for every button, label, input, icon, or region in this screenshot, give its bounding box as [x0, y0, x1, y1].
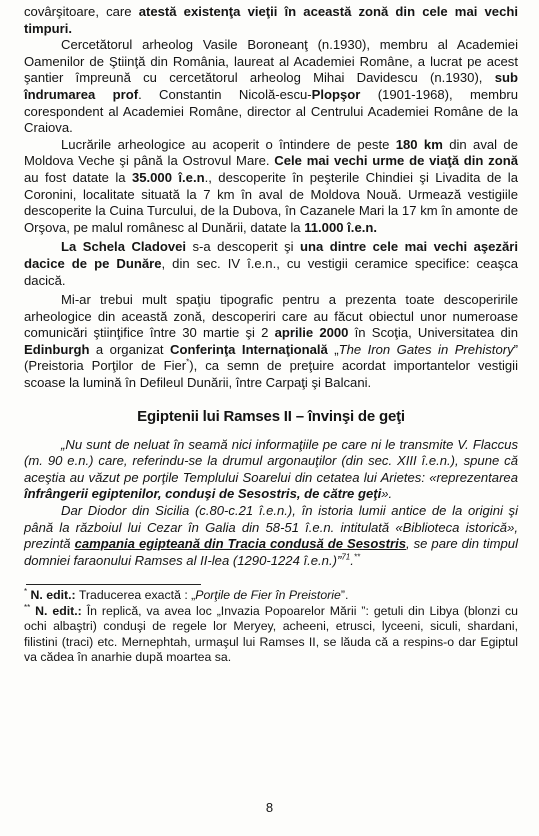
footnote-marker: **	[353, 552, 361, 562]
text-run: Cercetătorul arheolog Vasile Boroneanţ (n.1930), membru al Academiei Oamenilor de Ştiinţă din România, laureat al Academiei Române, a lucrat pe acest şantier împreună cu cercetătorul arheolog Mihai Davidescu (n.1930),	[24, 37, 518, 86]
bold-underlined-text: campania egipteană din Tracia condusă de Sesostris	[74, 536, 406, 552]
italic-text: Porţile de Fier în Preistorie	[195, 588, 341, 603]
text-run: s-a descoperit şi	[186, 239, 301, 255]
section-heading: Egiptenii lui Ramses II – învinşi de geţi	[137, 407, 405, 425]
text-run: covârşitoare, care	[24, 4, 139, 19]
bold-text: atestă existenţa vieţii în această zonă din cele mai vechi timpuri.	[24, 4, 518, 36]
bold-text: N. edit.:	[27, 588, 76, 603]
paragraph	[24, 239, 518, 289]
text-run: au fost datate la	[24, 169, 132, 185]
text-run: , din sec. IV î.e.n., cu vestigii ceramice specifice: ceaşca dacică.	[24, 255, 518, 288]
footnote	[24, 588, 518, 603]
footnotes	[24, 588, 518, 665]
footnote-marker: 71	[341, 552, 351, 562]
footnote-divider	[26, 584, 201, 585]
bold-text: aprilie 2000	[274, 325, 349, 341]
text-run: ”.	[340, 588, 349, 603]
body-text	[24, 4, 518, 392]
paragraph	[24, 37, 518, 137]
paragraph	[24, 137, 518, 237]
bold-text: Conferinţa Internaţională	[170, 341, 328, 357]
paragraph	[24, 292, 518, 392]
text-run: ».	[381, 486, 393, 502]
text-run: Traducerea exactă : „	[75, 588, 196, 603]
text-run: „	[327, 341, 339, 357]
text-run: Dar Diodor din Sicilia (c.80-c.21 î.e.n.), în istoria lumii antice de la origini şi până la războiul lui Cezar în Galia din 58-51 î.e.n. intitulată «Biblioteca istorică», prezintă	[24, 503, 518, 552]
text-run: , se pare din timpul domniei faraonului Ramses al II-lea (1290-1224 î.e.n.)”	[24, 536, 518, 568]
text-run: .	[350, 552, 354, 568]
page-number: 8	[265, 800, 274, 815]
bold-text: N. edit.:	[30, 603, 82, 618]
text-run: În replică, va avea loc „Invazia Popoarelor Mării ”: getuli din Libya (blonzi cu ochi albaştri) conduşi de regele lor Meryey, acheeni, etrusci, lyceeni, siculi, shardani, filistini (traci) etc. Mernephtah, urmaşul lui Ramses II, se lăuda că a respins-o dar Egiptul va cădea în anarhie după moartea sa.	[24, 603, 518, 665]
bold-text: Plopşor	[311, 86, 361, 102]
bold-text: Cele mai vechi urme de viaţă din zonă	[274, 153, 518, 169]
quote-paragraph	[24, 437, 518, 503]
text-run: . Constantin Nicolă-escu-	[138, 86, 312, 102]
bold-text: una dintre cele mai vechi aşezări dacice de pe Dunăre	[24, 239, 518, 271]
quote-paragraph	[24, 503, 518, 569]
text-run: Lucrările arheologice au acoperit o întindere de peste	[61, 136, 396, 152]
page	[24, 4, 518, 665]
text-run: a organizat	[89, 341, 170, 357]
text-run: „Nu sunt de neluat în seamă nici informaţiile pe care ni le transmite V. Flaccus (m. 90 e.n.) care, referindu-se la drumul argonauţilor (din sec. XIII î.e.n.), spune că aceştia au văzut pe porţile Templului Soarelui din cetatea lui Arietes: «reprezentarea	[24, 436, 518, 485]
footnote-marker: **	[24, 602, 31, 612]
footnote-marker: *	[24, 587, 28, 597]
text-run: (1901-1968), membru corespondent al Academiei Române, director al Centrului Academiei Române de la Craiova.	[24, 86, 518, 136]
bold-text: La Schela Cladovei	[61, 239, 187, 255]
text-run: Mi-ar trebui mult spaţiu tipografic pentru a prezenta toate descoperirile arheologice din această zonă, descoperiri care au făcut obiectul unor numeroase comunicări ştiinţifice între 30 martie şi 2	[24, 292, 518, 341]
text-run: ., descoperite în peşterile Chindiei şi Livadita de la Coronini, localitate situată la 7 km în aval de Moldova Nouă. Urmează vestigiile descoperite la Cuina Turcului, de la Dubova, în Cazanele Mari la 17 km în amonte de Orşova, pe malul românesc al Dunării, datate la	[24, 169, 518, 235]
text-run: din aval de Moldova Veche şi până la Ostrovul Mare.	[24, 136, 518, 169]
bold-text: 35.000 î.e.n	[131, 169, 205, 185]
bold-text: 180 km	[395, 136, 443, 152]
bold-text: sub îndrumarea prof	[24, 70, 518, 102]
footnote	[24, 604, 518, 666]
text-run: în Scoţia, Universitatea din	[348, 325, 518, 341]
text-run: ), ca semn de preţuire acordat importantelor vestigii scoase la lumină în Defileul Dunării, între Carpaţi şi Balcani.	[24, 358, 518, 391]
bold-text: înfrângerii egiptenilor, conduşi de Sesostris, de către geţi	[24, 486, 382, 502]
bold-text: Edinburgh	[24, 341, 90, 357]
bold-text: 11.000 î.e.n.	[304, 219, 377, 235]
paragraph	[24, 4, 518, 37]
text-run: ” (Preistoria Porţilor de Fier	[24, 341, 519, 374]
footnote-marker: *	[186, 358, 190, 368]
quote-block	[24, 437, 518, 570]
italic-text: The Iron Gates in Prehistory	[338, 341, 514, 357]
